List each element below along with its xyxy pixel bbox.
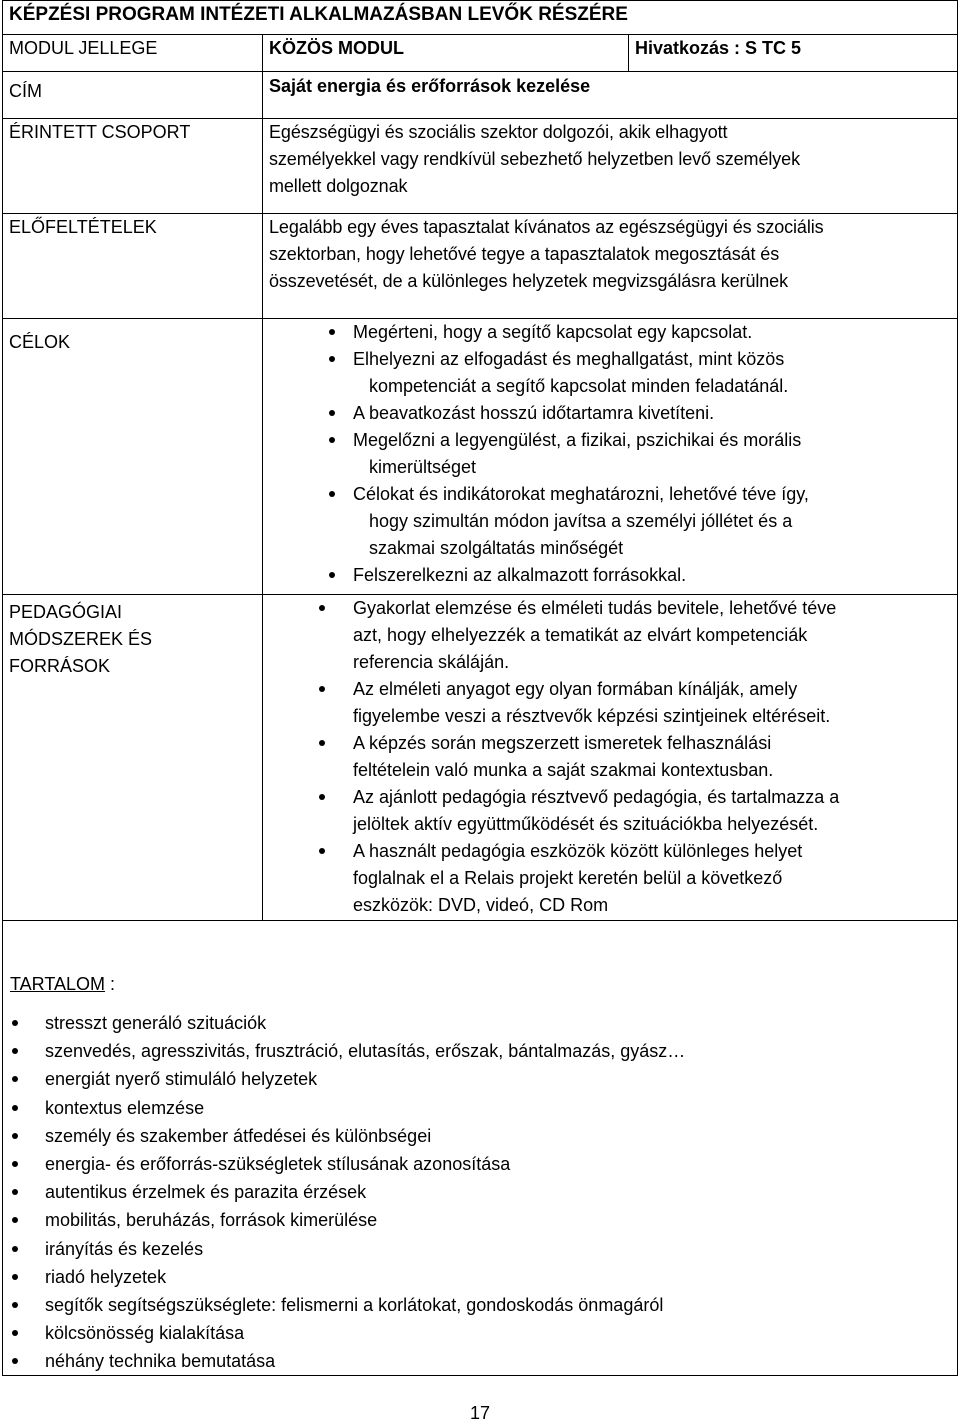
bullet-icon	[12, 1358, 18, 1364]
title-row	[3, 1, 958, 35]
csoport-value	[263, 119, 958, 214]
content-text: mobilitás, beruházás, források kimerülése	[45, 1210, 378, 1231]
goal-text-cont: kompetenciát a segítő kapcsolat minden feladatánál.	[369, 376, 789, 396]
list-item	[10, 1236, 940, 1264]
pedagogiai-label	[3, 595, 263, 921]
bullet-icon	[12, 1302, 18, 1308]
bullet-icon	[12, 1105, 18, 1111]
method-line: Az ajánlott pedagógia résztvevő pedagógia, és tartalmazza a	[353, 787, 840, 807]
list-item	[263, 427, 951, 481]
bullet-icon	[12, 1161, 18, 1167]
bullet-icon	[12, 1217, 18, 1223]
goal-text-cont: kimerültséget	[369, 457, 477, 477]
tartalom-label: TARTALOM	[10, 974, 106, 994]
celok-list	[263, 319, 958, 595]
method-line: A képzés során megszerzett ismeretek felhasználási	[353, 733, 772, 753]
content-text: szenvedés, agresszivitás, frusztráció, elutasítás, erőszak, bántalmazás, gyász…	[45, 1041, 686, 1062]
content-text: segítők segítségszükséglete: felismerni a korlátokat, gondoskodás önmagáról	[45, 1294, 664, 1315]
list-item	[10, 1292, 940, 1320]
goal-text: Megérteni, hogy a segítő kapcsolat egy kapcsolat.	[353, 322, 753, 342]
list-item	[10, 1320, 940, 1348]
elofeltetelek-line: szektorban, hogy lehetővé tegye a tapasztalatok megosztását és	[269, 244, 780, 264]
modul-row	[3, 35, 958, 72]
method-line: feltételein való munka a saját szakmai kontextusban.	[353, 760, 774, 780]
goal-text: A beavatkozást hosszú időtartamra kivetíteni.	[353, 403, 715, 423]
pedagogiai-list	[263, 595, 958, 921]
modul-label: MODUL JELLEGE	[3, 35, 263, 72]
list-item	[263, 400, 951, 427]
elofeltetelek-value	[263, 214, 958, 319]
list-item	[263, 595, 951, 676]
list-item	[10, 1123, 940, 1151]
bullet-icon	[329, 329, 335, 335]
goal-text: Elhelyezni az elfogadást és meghallgatást, mint közös	[353, 349, 785, 369]
bullet-icon	[12, 1076, 18, 1082]
elofeltetelek-label: ELŐFELTÉTELEK	[3, 214, 263, 319]
list-item	[263, 481, 951, 562]
goal-text: Megelőzni a legyengülést, a fizikai, pszichikai és morális	[353, 430, 802, 450]
list-item	[263, 838, 951, 919]
method-line: A használt pedagógia eszközök között különleges helyet	[353, 841, 803, 861]
page-number: 17	[470, 1403, 491, 1423]
celok-label: CÉLOK	[3, 319, 263, 595]
method-line: eszközök: DVD, videó, CD Rom	[353, 895, 609, 915]
tartalom-list	[10, 1010, 940, 1376]
list-item	[263, 562, 951, 589]
content-text: irányítás és kezelés	[45, 1238, 204, 1259]
content-text: energiát nyerő stimuláló helyzetek	[45, 1069, 318, 1090]
module-table	[2, 0, 958, 921]
celok-row	[3, 319, 958, 595]
bullet-icon	[319, 740, 325, 746]
reference-value: Hivatkozás : S TC 5	[629, 35, 958, 72]
bullet-icon	[319, 794, 325, 800]
csoport-label: ÉRINTETT CSOPORT	[3, 119, 263, 214]
method-line: Az elméleti anyagot egy olyan formában kínálják, amely	[353, 679, 798, 699]
list-item	[10, 1348, 940, 1376]
tartalom-heading	[10, 971, 115, 998]
csoport-line: személyekkel vagy rendkívül sebezhető helyzetben levő személyek	[269, 149, 800, 169]
modul-value: KÖZÖS MODUL	[263, 35, 629, 72]
csoport-row	[3, 119, 958, 214]
list-item	[10, 1066, 940, 1094]
content-text: személy és szakember átfedései és különbségei	[45, 1125, 432, 1146]
list-item	[10, 1207, 940, 1235]
goal-text-cont: hogy szimultán módon javítsa a személyi jóllétet és a	[369, 511, 793, 531]
elofeltetelek-line: összevetését, de a különleges helyzetek megvizsgálásra kerülnek	[269, 271, 788, 291]
list-item	[10, 1151, 940, 1179]
goal-text-cont: szakmai szolgáltatás minőségét	[369, 538, 624, 558]
method-line: jelöltek aktív együttműködését és szituációkba helyezését.	[353, 814, 819, 834]
bullet-icon	[12, 1133, 18, 1139]
content-text: riadó helyzetek	[45, 1266, 167, 1287]
method-line: azt, hogy elhelyezzék a tematikát az elvárt kompetenciák	[353, 625, 808, 645]
list-item	[263, 346, 951, 400]
list-item	[263, 676, 951, 730]
tartalom-suffix: :	[105, 974, 116, 994]
content-text: kölcsönösség kialakítása	[45, 1323, 245, 1344]
content-text: energia- és erőforrás-szükségletek stílusának azonosítása	[45, 1153, 511, 1174]
bullet-icon	[329, 356, 335, 362]
list-item	[263, 784, 951, 838]
bullet-icon	[12, 1246, 18, 1252]
list-item	[10, 1095, 940, 1123]
elofeltetelek-row	[3, 214, 958, 319]
content-text: néhány technika bemutatása	[45, 1351, 276, 1372]
bullet-icon	[319, 686, 325, 692]
bullet-icon	[329, 437, 335, 443]
content-text: stresszt generáló szituációk	[45, 1013, 267, 1033]
bullet-icon	[12, 1020, 18, 1026]
method-line: referencia skáláján.	[353, 652, 510, 672]
cim-value: Saját energia és erőforrások kezelése	[263, 72, 958, 119]
method-line: foglalnak el a Relais projekt keretén belül a következő	[353, 868, 783, 888]
list-item	[10, 1264, 940, 1292]
pedagogiai-label-line: FORRÁSOK	[9, 656, 111, 676]
bullet-icon	[319, 605, 325, 611]
bullet-icon	[12, 1330, 18, 1336]
pedagogiai-label-line: PEDAGÓGIAI	[9, 602, 123, 622]
cim-row	[3, 72, 958, 119]
document-title: KÉPZÉSI PROGRAM INTÉZETI ALKALMAZÁSBAN LEVŐK RÉSZÉRE	[3, 1, 958, 35]
pedagogiai-label-line: MÓDSZEREK ÉS	[9, 629, 153, 649]
csoport-line: Egészségügyi és szociális szektor dolgozói, akik elhagyott	[269, 122, 728, 142]
bullet-icon	[329, 491, 335, 497]
content-text: autentikus érzelmek és parazita érzések	[45, 1182, 367, 1203]
list-item	[263, 730, 951, 784]
method-line: figyelembe veszi a résztvevők képzési szintjeinek eltéréseit.	[353, 706, 831, 726]
list-item	[10, 1038, 940, 1066]
bullet-icon	[12, 1189, 18, 1195]
csoport-line: mellett dolgoznak	[269, 176, 408, 196]
method-line: Gyakorlat elemzése és elméleti tudás bevitele, lehetővé téve	[353, 598, 837, 618]
list-item	[263, 319, 951, 346]
cim-label: CÍM	[3, 72, 263, 119]
elofeltetelek-line: Legalább egy éves tapasztalat kívánatos az egészségügyi és szociális	[269, 217, 824, 237]
bullet-icon	[329, 410, 335, 416]
bullet-icon	[12, 1048, 18, 1054]
list-item	[10, 1179, 940, 1207]
list-item	[10, 1010, 940, 1038]
goal-text: Felszerelkezni az alkalmazott forrásokkal.	[353, 565, 687, 585]
goal-text: Célokat és indikátorokat meghatározni, lehetővé téve így,	[353, 484, 809, 504]
bullet-icon	[319, 848, 325, 854]
bullet-icon	[12, 1274, 18, 1280]
bullet-icon	[329, 572, 335, 578]
content-text: kontextus elemzése	[45, 1097, 205, 1118]
pedagogiai-row	[3, 595, 958, 921]
